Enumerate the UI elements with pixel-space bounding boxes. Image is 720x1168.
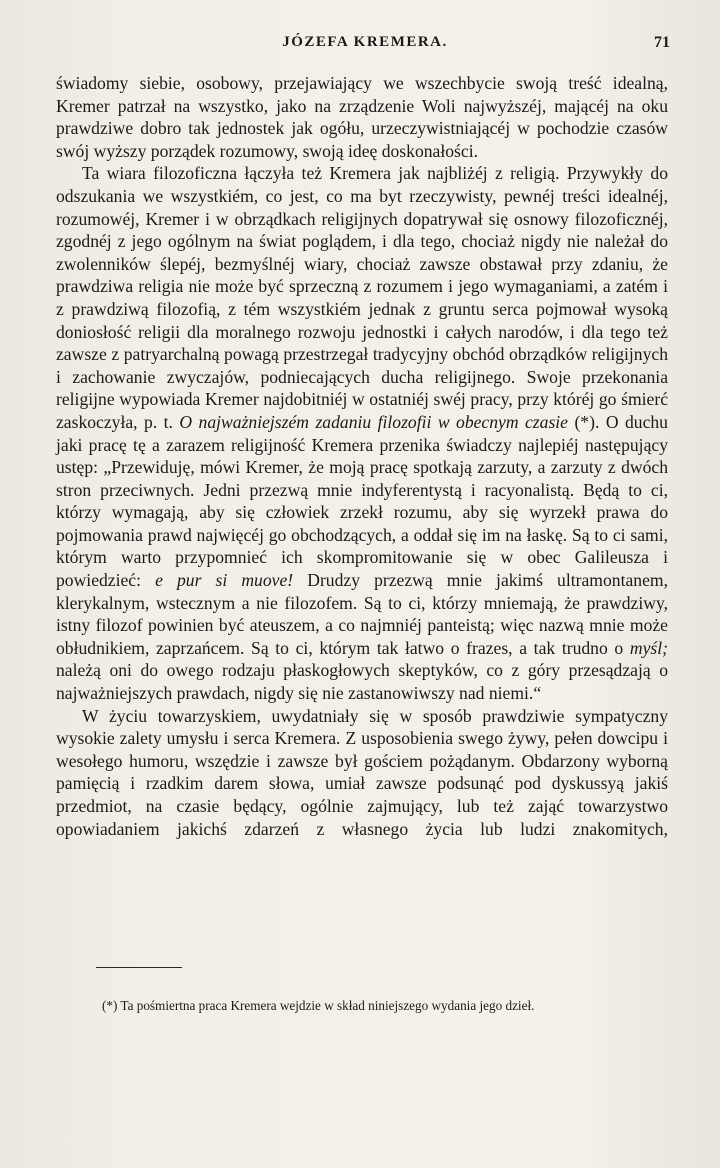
paragraph-2-text-c: Drudzy przezwą mnie jakimś ultramontanem, klerykalnym, wstecznym a nie filozofem. Są to ci, którzy mniemają, że prawdziwy, istny filozof powinien być ateuszem, a co najmniéj panteistą; więc nazwą mnie może obłudnikiem, zaprzańcem. Są to ci, którym tak łatwo o frazes, a tak trudno o <box>56 570 668 658</box>
footnote <box>62 996 668 1015</box>
footnote-marker: (*) <box>102 998 118 1013</box>
body-text <box>56 72 668 840</box>
paragraph-2 <box>56 162 668 704</box>
paragraph-2-text-d: należą oni do owego rodzaju płaskogłowych skeptyków, co z góry przesądzają o najważniejszych prawdach, nigdy się nie zastanowiwszy nad niemi.“ <box>56 660 668 704</box>
page-header <box>60 34 670 56</box>
paragraph-3-text: W życiu towarzyskiem, uwydatniały się w sposób prawdziwie sympatyczny wysokie zalety umysłu i serca Kremera. Z usposobienia swego żywy, pełen dowcipu i wesołego humoru, wszędzie i zawsze był gościem pożądanym. Obdarzony wyborną pamięcią i rzadkim darem słowa, umiał zawsze podsunąć pod dyskussyą jakiś przedmiot, na czasie będący, ogólnie zajmujący, lub też zająć towarzystwo opowiadaniem jakichś zdarzeń z własnego życia lub ludzi znakomitych, <box>56 705 668 839</box>
running-head: JÓZEFA KREMERA. <box>282 34 448 50</box>
paragraph-2-text-b: O duchu jaki pracę tę a zarazem religijność Kremera przenika świadczy najlepiéj następujący ustęp: „Przewiduję, mówi Kremer, że moją pracę spotkają zarzuty, a zarzuty z dwóch stron przeciwnych. Jedni przezwą mnie indyferentystą i racyonalistą. Będą to ci, którzy wymagają, aby się człowiek zrzekł rozumu, aby się wyrzekł prawa do pojmowania prawd najwięcéj go obchodzących, a oddał się im na łaskę. Są to ci sami, którym warto przypomnieć ich skompromitowanie się w obec Galileusza i powiedzieć: <box>56 411 668 591</box>
paragraph-1-text: świadomy siebie, osobowy, przejawiający we wszechbycie swoją treść idealną, Kremer patrzał na wszystko, jako na zrządzenie Woli najwyższéj, mającéj na oku prawdziwe dobro tak jednostek jak ogółu, urzeczywistniającéj w pochodzie czasów swój wyższy porządek rozumowy, swoją ideę doskonałości. <box>56 73 668 161</box>
emphasized-word: myśl; <box>629 637 668 658</box>
galileo-quote: e pur si muove! <box>155 570 294 591</box>
cited-work-title: O najważniejszém zadaniu filozofii w obecnym czasie <box>179 411 568 432</box>
paragraph-3 <box>56 705 668 841</box>
footnote-reference: (*). <box>574 411 600 432</box>
paragraph-1 <box>56 72 668 162</box>
footnote-divider <box>96 967 182 968</box>
footnote-text: Ta pośmiertna praca Kremera wejdzie w skład niniejszego wydania jego dzieł. <box>120 998 535 1013</box>
page-number: 71 <box>654 34 670 51</box>
paragraph-2-text-a: Ta wiara filozoficzna łączyła też Kremera jak najbliżéj z religią. Przywykły do odszukania we wszystkiém, co jest, co ma byt rzeczywisty, pewnéj treści idealnéj, rozumowéj, Kremer i w obrządkach religijnych dopatrywał się osnowy filozoficznéj, zgodnéj z jego ogólnym na świat poglądem, i dla tego, chociaż nigdy nie należał do zwolenników ślepéj, bezmyślnéj wiary, chociaż zawsze obstawał przy zdaniu, że prawdziwa religia nie może być sprzeczną z rozumem i jego wymaganiami, a zatém i z prawdziwą filozofią, z tém wszystkiém jednak z gruntu serca pojmował wysoką doniosłość religii dla moralnego rozwoju jednostki i całych narodów, i dla tego też zawsze z patryarchalną powagą przestrzegał tradycyjny obchód obrządków religijnych i zachowanie zwyczajów, podniecających ducha religijnego. Swoje przekonania religijne wypowiada Kremer najdobitniéj w ostatniéj swéj pracy, przy któréj go śmierć zaskoczyła, p. t. <box>56 163 668 432</box>
